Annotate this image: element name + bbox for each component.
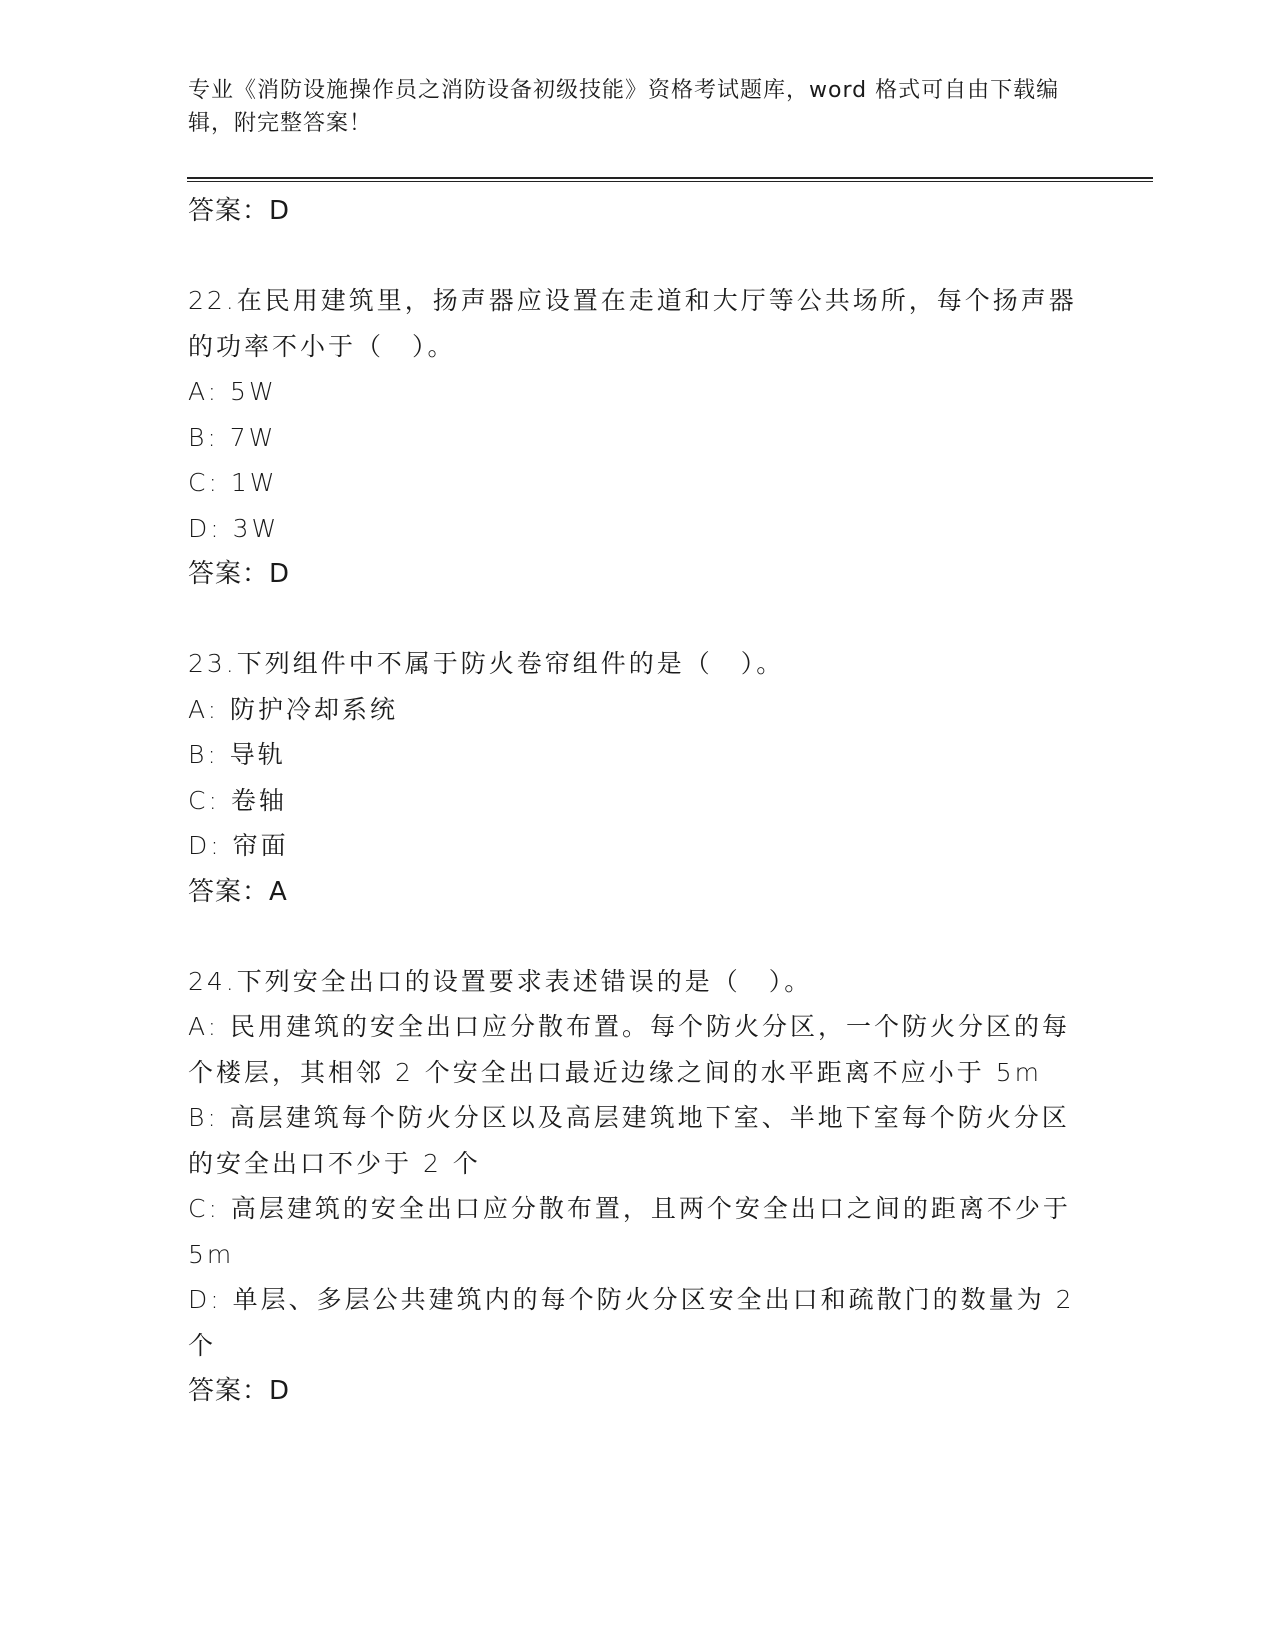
- question-24: [188, 959, 1088, 1415]
- answer-label: 答案：D: [188, 1376, 291, 1406]
- question-stem: 22.在民用建筑里，扬声器应设置在走道和大厅等公共场所，每个扬声器的功率不小于（ ）。: [188, 286, 1077, 361]
- option-d: D: 单层、多层公共建筑内的每个防火分区安全出口和疏散门的数量为 2 个: [188, 1285, 1075, 1360]
- option-a: A: 民用建筑的安全出口应分散布置。每个防火分区，一个防火分区的每个楼层，其相邻 2 个安全出口最近边缘之间的水平距离不应小于 5m: [188, 1012, 1071, 1087]
- option-b: B: 高层建筑每个防火分区以及高层建筑地下室、半地下室每个防火分区的安全出口不少于 2 个: [188, 1103, 1070, 1178]
- question-stem: 23.下列组件中不属于防火卷帘组件的是（ ）。: [188, 649, 785, 678]
- question-stem: 24.下列安全出口的设置要求表述错误的是（ ）。: [188, 966, 813, 996]
- option-a: A: 5W: [188, 377, 277, 406]
- option-c: C: 高层建筑的安全出口应分散布置，且两个安全出口之间的距离不少于 5m: [188, 1194, 1071, 1269]
- option-a: A: 防护冷却系统: [188, 694, 399, 724]
- option-c: C: 卷轴: [188, 785, 287, 815]
- question-22: [188, 278, 1088, 597]
- header-note: 专业《消防设施操作员之消防设备初级技能》资格考试题库，word 格式可自由下载编辑，附完整答案！: [188, 78, 1060, 136]
- header-divider: [187, 177, 1153, 182]
- option-d: D: 帘面: [188, 831, 289, 860]
- answer-label: 答案：D: [188, 196, 291, 226]
- answer-label: 答案：D: [188, 559, 291, 589]
- answer-label: 答案：A: [188, 876, 288, 907]
- question-list: [188, 188, 1088, 1414]
- option-c: C: 1W: [188, 468, 278, 497]
- question-23: [188, 641, 1088, 915]
- option-d: D: 3W: [188, 513, 280, 543]
- option-b: B: 导轨: [188, 740, 286, 769]
- option-b: B: 7W: [188, 422, 277, 452]
